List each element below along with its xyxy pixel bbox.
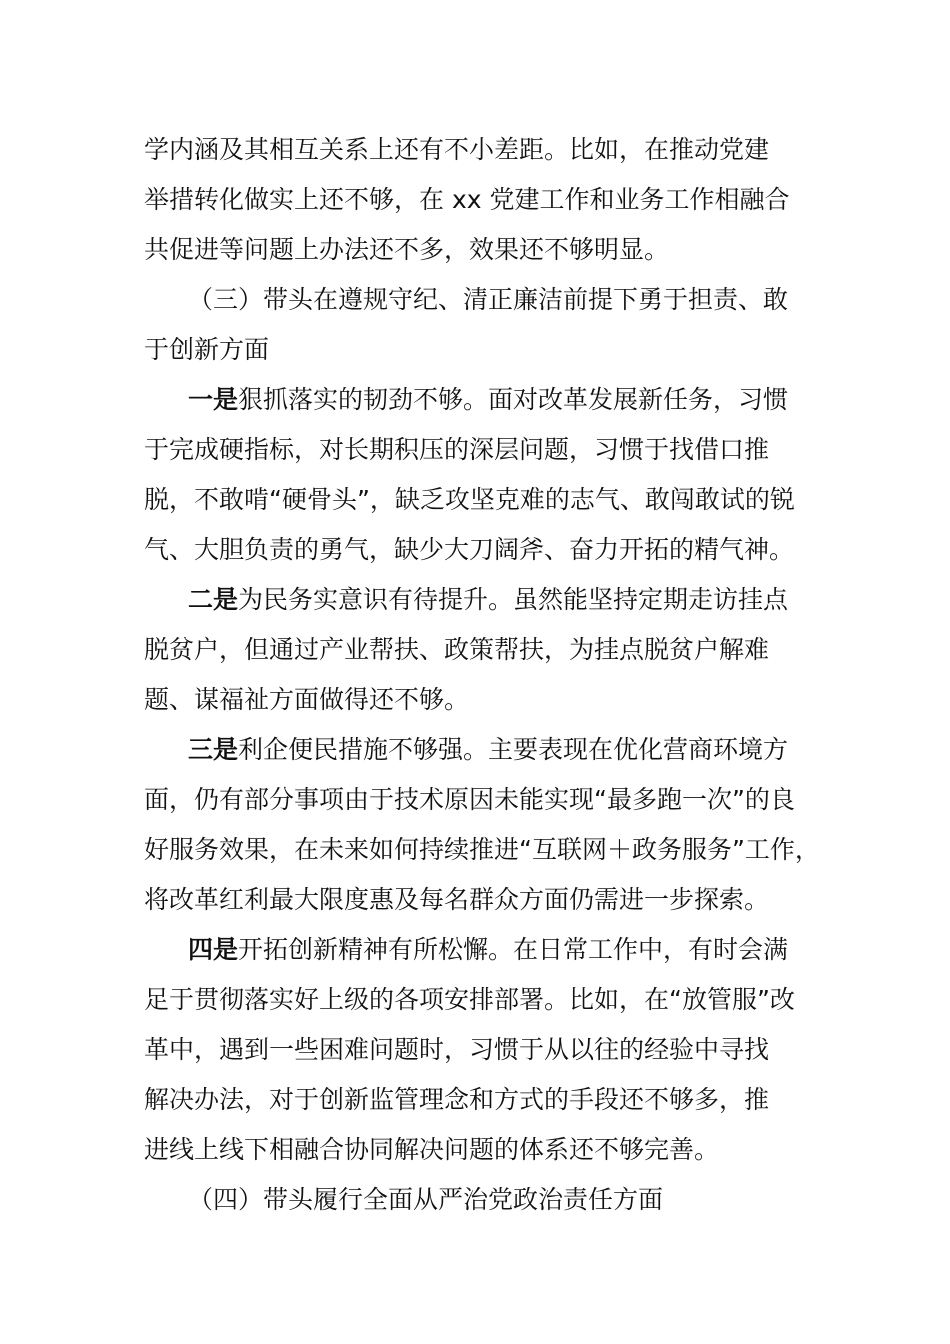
- lead-text: 为民务实意识有待提升。虽然能坚持定期走访挂点: [238, 585, 789, 614]
- paragraph-lead-4: [188, 934, 788, 966]
- text-line: 题、谋福祉方面做得还不够。: [144, 685, 470, 714]
- text-line: 面，仍有部分事项由于技术原因未能实现“最多跑一次”的良: [144, 785, 795, 814]
- lead-text: 利企便民措施不够强。主要表现在优化营商环境方: [238, 735, 789, 764]
- text-line: 气、大胆负责的勇气，缺少大刀阔斧、奋力开拓的精气神。: [144, 535, 795, 564]
- text-line: 革中，遇到一些困难问题时，习惯于从以往的经验中寻找: [144, 1035, 770, 1064]
- lead-keyword: 一是: [188, 385, 239, 414]
- text-line: 脱，不敢啃“硬骨头”，缺乏攻坚克难的志气、敢闯敢试的锐: [144, 485, 795, 514]
- section-heading-3-continued: 于创新方面: [144, 335, 270, 364]
- text-line: 足于贯彻落实好上级的各项安排部署。比如，在“放管服”改: [144, 985, 795, 1014]
- lead-text: 开拓创新精神有所松懈。在日常工作中，有时会满: [238, 935, 789, 964]
- lead-keyword: 三是: [188, 735, 239, 764]
- lead-text: 狠抓落实的韧劲不够。面对改革发展新任务，习惯: [238, 385, 789, 414]
- section-heading-4: （四）带头履行全面从严治党政治责任方面: [188, 1185, 664, 1214]
- text-line: 将改革红利最大限度惠及每名群众方面仍需进一步探索。: [144, 885, 770, 914]
- lead-keyword: 二是: [188, 585, 239, 614]
- text-line: 学内涵及其相互关系上还有不小差距。比如，在推动党建: [144, 135, 770, 164]
- lead-keyword: 四是: [188, 935, 239, 964]
- text-line: 于完成硬指标，对长期积压的深层问题，习惯于找借口推: [144, 435, 770, 464]
- text-line: 好服务效果，在未来如何持续推进“互联网＋政务服务”工作，: [144, 835, 820, 864]
- text-line: 举措转化做实上还不够，在 xx 党建工作和业务工作相融合: [144, 185, 790, 214]
- text-line: 进线上线下相融合协同解决问题的体系还不够完善。: [144, 1135, 720, 1164]
- text-line: 解决办法，对于创新监管理念和方式的手段还不够多，推: [144, 1085, 770, 1114]
- paragraph-lead-2: [188, 584, 788, 616]
- text-line: 共促进等问题上办法还不多，效果还不够明显。: [144, 235, 670, 264]
- paragraph-lead-3: [188, 734, 788, 766]
- text-line: 脱贫户，但通过产业帮扶、政策帮扶，为挂点脱贫户解难: [144, 635, 770, 664]
- section-heading-3: （三）带头在遵规守纪、清正廉洁前提下勇于担责、敢: [188, 285, 789, 314]
- paragraph-lead-1: [188, 384, 788, 416]
